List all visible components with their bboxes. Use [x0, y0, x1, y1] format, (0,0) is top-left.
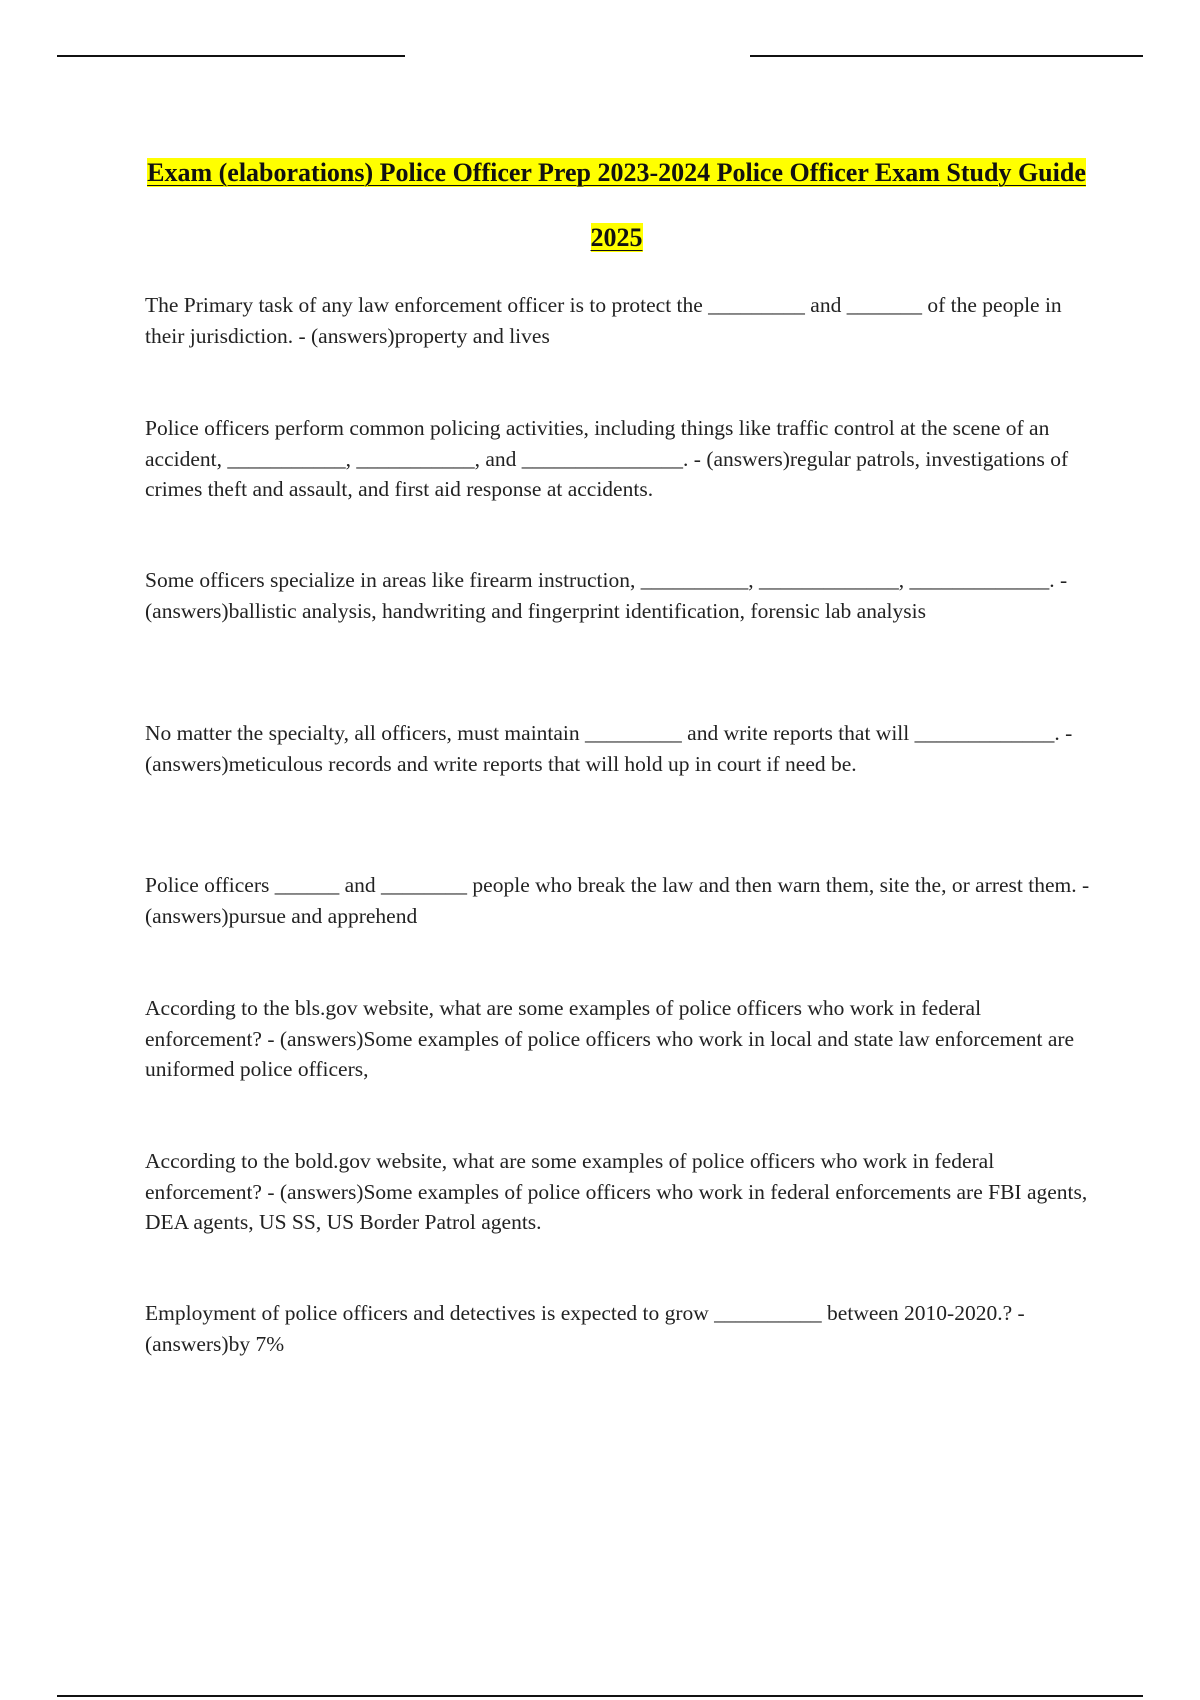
- qa-item-6: According to the bls.gov website, what are some examples of police officers who work in federal enforcement? - (answers)Some examples of police officers who work in local and state law enforcement are uniformed police officers,: [145, 996, 1075, 1081]
- qa-item-3: Some officers specialize in areas like firearm instruction, __________, _____________, _____________. - (answers)ballistic analysis, handwriting and fingerprint identification, forensic lab analysis: [145, 568, 1068, 623]
- document-title-text: Exam (elaborations) Police Officer Prep 2023-2024 Police Officer Exam Study Guide 2025: [147, 158, 1086, 252]
- document-title: [145, 140, 1088, 270]
- header-rule-right: [750, 55, 1143, 57]
- qa-item-8: Employment of police officers and detectives is expected to grow __________ between 2010-2020.? - (answers)by 7%: [145, 1301, 1025, 1356]
- qa-item-2: Police officers perform common policing activities, including things like traffic control at the scene of an accident, ___________, ___________, and _______________. - (answers)regular patrols, investigations of crimes theft and assault, and first aid response at accidents.: [145, 416, 1069, 501]
- header-rule-left: [57, 55, 405, 57]
- qa-item-5: Police officers ______ and ________ people who break the law and then warn them, site the, or arrest them. - (answers)pursue and apprehend: [145, 873, 1090, 928]
- qa-item-4: No matter the specialty, all officers, must maintain _________ and write reports that will _____________. - (answers)meticulous records and write reports that will hold up in court if need be.: [145, 721, 1073, 776]
- qa-item-1: The Primary task of any law enforcement officer is to protect the _________ and _______ of the people in their jurisdiction. - (answers)property and lives: [145, 293, 1062, 348]
- footer-rule: [57, 1695, 1143, 1697]
- qa-item-7: According to the bold.gov website, what are some examples of police officers who work in federal enforcement? - (answers)Some examples of police officers who work in federal enforcements are FBI agents, DEA agents, US SS, US Border Patrol agents.: [145, 1149, 1088, 1234]
